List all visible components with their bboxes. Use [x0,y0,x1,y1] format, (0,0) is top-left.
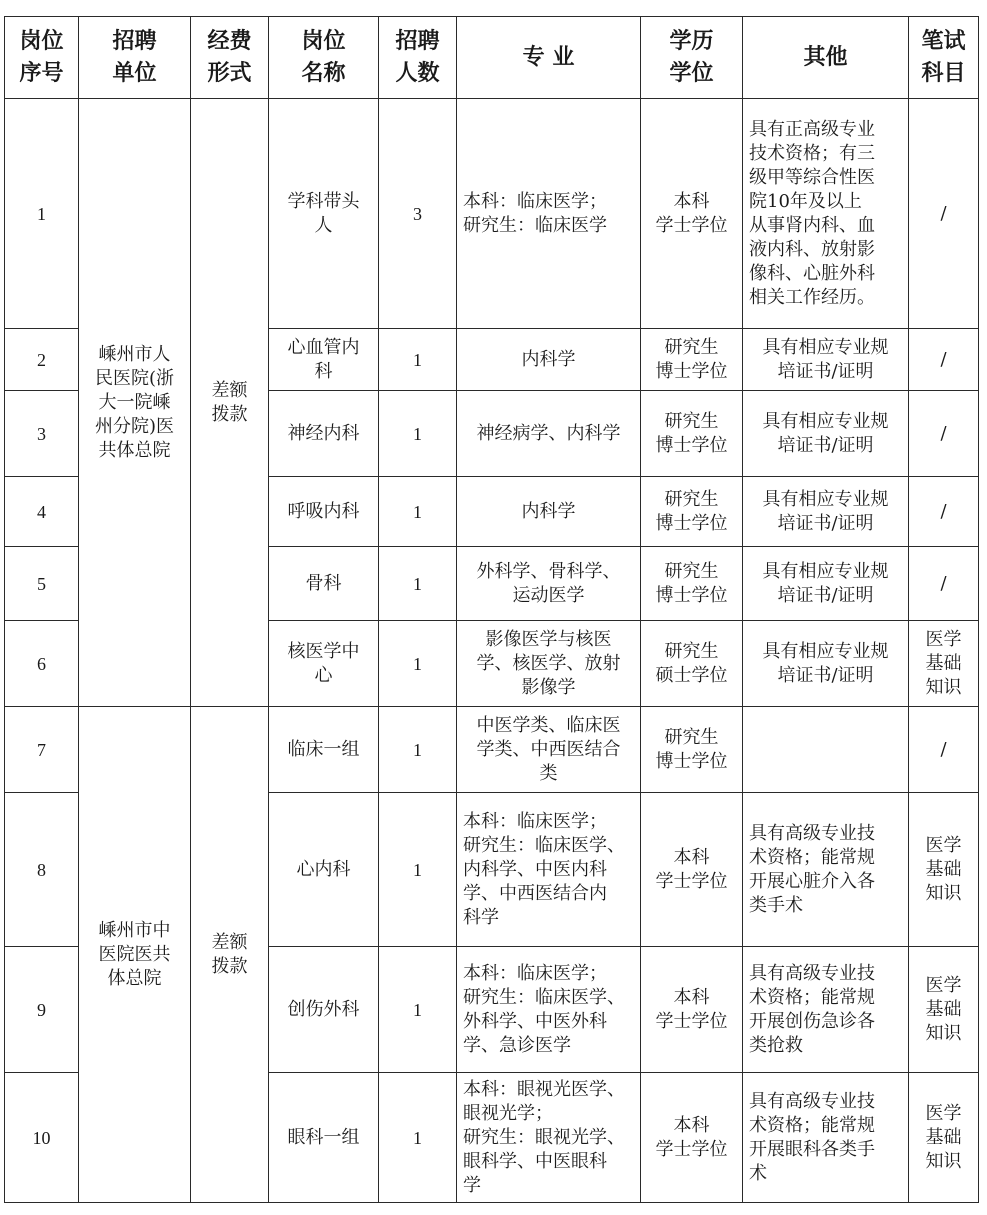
degree-cell: 本科 学士学位 [641,1073,743,1203]
recruit-unit-cell: 嵊州市人 民医院(浙 大一院嵊 州分院)医 共体总院 [79,99,191,707]
exam-cell: 医学 基础 知识 [909,1073,979,1203]
table-row [5,99,979,329]
row-id: 7 [5,707,79,793]
major-cell: 本科：临床医学； 研究生：临床医学 [457,99,641,329]
degree-cell: 研究生 博士学位 [641,477,743,547]
recruitment-table [4,16,979,1203]
header-major: 专 业 [457,17,641,99]
exam-cell: / [909,391,979,477]
header-exam: 笔试 科目 [909,17,979,99]
header-funding: 经费 形式 [191,17,269,99]
exam-cell: 医学 基础 知识 [909,793,979,947]
row-id: 8 [5,793,79,947]
job-title-cell: 骨科 [269,547,379,621]
header-other: 其他 [743,17,909,99]
job-title-cell: 神经内科 [269,391,379,477]
major-cell: 本科：临床医学； 研究生：临床医学、 外科学、中医外科 学、急诊医学 [457,947,641,1073]
major-cell: 神经病学、内科学 [457,391,641,477]
exam-cell: / [909,477,979,547]
funding-cell: 差额 拨款 [191,707,269,1203]
degree-cell: 研究生 硕士学位 [641,621,743,707]
row-id: 2 [5,329,79,391]
row-id: 1 [5,99,79,329]
other-cell: 具有相应专业规 培证书/证明 [743,391,909,477]
table-row [5,707,979,793]
job-title-cell: 创伤外科 [269,947,379,1073]
row-id: 6 [5,621,79,707]
job-title-cell: 学科带头 人 [269,99,379,329]
degree-cell: 研究生 博士学位 [641,547,743,621]
count-cell: 1 [379,707,457,793]
header-unit: 招聘 单位 [79,17,191,99]
row-id: 5 [5,547,79,621]
degree-cell: 研究生 博士学位 [641,707,743,793]
job-title-cell: 眼科一组 [269,1073,379,1203]
count-cell: 1 [379,621,457,707]
row-id: 9 [5,947,79,1073]
major-cell: 本科：临床医学； 研究生：临床医学、 内科学、中医内科 学、中西医结合内 科学 [457,793,641,947]
job-title-cell: 呼吸内科 [269,477,379,547]
count-cell: 1 [379,477,457,547]
major-cell: 中医学类、临床医 学类、中西医结合 类 [457,707,641,793]
job-title-cell: 核医学中 心 [269,621,379,707]
degree-cell: 本科 学士学位 [641,793,743,947]
row-id: 10 [5,1073,79,1203]
degree-cell: 研究生 博士学位 [641,329,743,391]
degree-cell: 研究生 博士学位 [641,391,743,477]
exam-cell: / [909,707,979,793]
count-cell: 1 [379,793,457,947]
job-title-cell: 心血管内 科 [269,329,379,391]
row-id: 4 [5,477,79,547]
count-cell: 1 [379,1073,457,1203]
other-cell: 具有相应专业规 培证书/证明 [743,329,909,391]
job-title-cell: 临床一组 [269,707,379,793]
count-cell: 1 [379,329,457,391]
header-id: 岗位 序号 [5,17,79,99]
other-cell: 具有高级专业技 术资格；能常规 开展眼科各类手 术 [743,1073,909,1203]
count-cell: 3 [379,99,457,329]
exam-cell: / [909,329,979,391]
other-cell [743,707,909,793]
major-cell: 内科学 [457,329,641,391]
header-count: 招聘 人数 [379,17,457,99]
count-cell: 1 [379,391,457,477]
header-row [5,17,979,99]
funding-cell: 差额 拨款 [191,99,269,707]
header-degree: 学历 学位 [641,17,743,99]
exam-cell: / [909,547,979,621]
exam-cell: / [909,99,979,329]
job-title-cell: 心内科 [269,793,379,947]
count-cell: 1 [379,547,457,621]
major-cell: 影像医学与核医 学、核医学、放射 影像学 [457,621,641,707]
other-cell: 具有相应专业规 培证书/证明 [743,621,909,707]
header-title: 岗位 名称 [269,17,379,99]
other-cell: 具有正高级专业 技术资格；有三 级甲等综合性医 院10年及以上 从事肾内科、血 液内科、放射影 像科、心脏外科 相关工作经历。 [743,99,909,329]
other-cell: 具有相应专业规 培证书/证明 [743,477,909,547]
exam-cell: 医学 基础 知识 [909,947,979,1073]
degree-cell: 本科 学士学位 [641,947,743,1073]
other-cell: 具有相应专业规 培证书/证明 [743,547,909,621]
major-cell: 内科学 [457,477,641,547]
major-cell: 外科学、骨科学、 运动医学 [457,547,641,621]
exam-cell: 医学 基础 知识 [909,621,979,707]
count-cell: 1 [379,947,457,1073]
degree-cell: 本科 学士学位 [641,99,743,329]
row-id: 3 [5,391,79,477]
recruit-unit-cell: 嵊州市中 医院医共 体总院 [79,707,191,1203]
major-cell: 本科：眼视光医学、 眼视光学； 研究生：眼视光学、 眼科学、中医眼科 学 [457,1073,641,1203]
other-cell: 具有高级专业技 术资格；能常规 开展创伤急诊各 类抢救 [743,947,909,1073]
other-cell: 具有高级专业技 术资格；能常规 开展心脏介入各 类手术 [743,793,909,947]
